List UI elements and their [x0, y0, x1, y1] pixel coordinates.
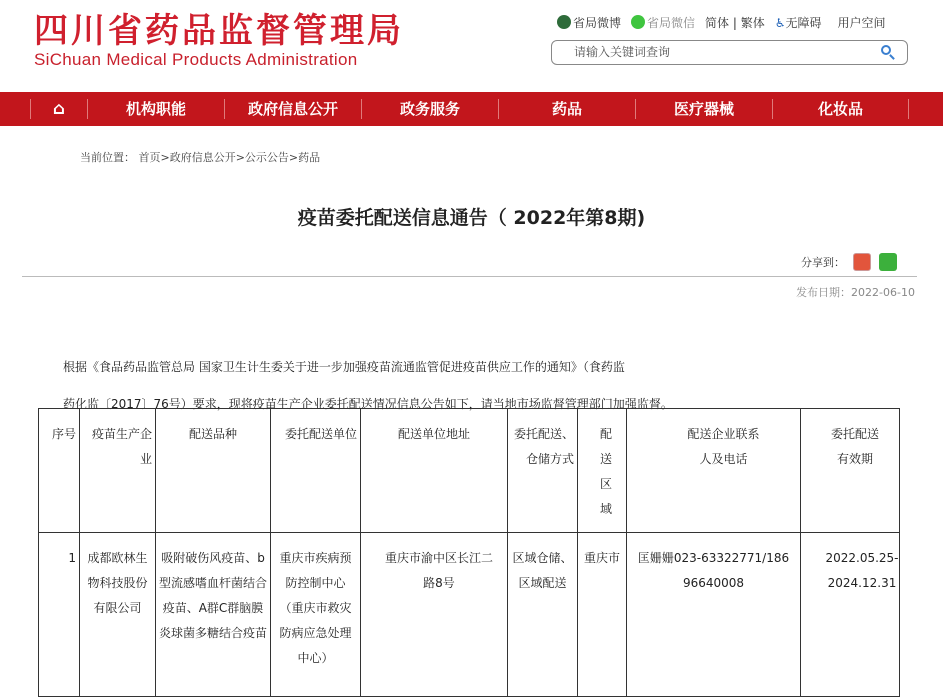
divider	[22, 276, 917, 277]
table-header-row	[39, 409, 900, 533]
accessibility-link[interactable]: ♿无障碍	[774, 16, 822, 30]
cell-validity: 2022.05.25-2024.12.31	[801, 533, 900, 697]
publish-date: 发布日期：2022-06-10	[796, 286, 915, 299]
cell-address: 重庆市渝中区长江二路8号	[361, 533, 508, 697]
nav-home[interactable]	[30, 99, 87, 119]
nav-item-drugs[interactable]: 药品	[498, 99, 635, 119]
nav-item-institution[interactable]: 机构职能	[87, 99, 224, 119]
header-cell: 配送区域	[578, 409, 627, 533]
weibo-link[interactable]: 省局微博	[557, 14, 621, 31]
cell-index: 1	[39, 533, 80, 697]
main-nav	[0, 92, 943, 126]
header-cell: 委托配送有效期	[801, 409, 900, 533]
header-cell: 委托配送单位	[271, 409, 361, 533]
weibo-share-icon[interactable]	[853, 253, 871, 271]
user-space-link[interactable]: 用户空间	[837, 16, 886, 30]
header-cell: 配送企业联系人及电话	[627, 409, 801, 533]
wechat-share-icon[interactable]	[879, 253, 897, 271]
nav-item-devices[interactable]: 医疗器械	[635, 99, 772, 119]
intro-paragraph-2: 药化监〔2017〕76号）要求，现将疫苗生产企业委托配送情况信息公告如下，请当地市场监督管理部门加强监督。	[63, 397, 673, 411]
intro-paragraph-1: 根据《食品药品监管总局 国家卫生计生委关于进一步加强疫苗流通监管促进疫苗供应工作的通知》（食药监	[63, 360, 625, 374]
home-icon: ⌂	[52, 99, 66, 119]
search-input[interactable]	[574, 45, 874, 59]
page-title: 疫苗委托配送信息通告（ 2022年第8期)	[297, 207, 646, 229]
language-toggle[interactable]: 简体 | 繁体	[705, 16, 765, 30]
cell-distributor: 重庆市疾病预防控制中心（重庆市救灾防病应急处理中心）	[271, 533, 361, 697]
wechat-icon	[631, 15, 645, 29]
header-cell: 配送品种	[156, 409, 271, 533]
wheelchair-icon: ♿	[774, 16, 786, 30]
cell-method: 区域仓储、区域配送	[508, 533, 578, 697]
nav-item-gov-info[interactable]: 政府信息公开	[224, 99, 361, 119]
site-logo[interactable]	[34, 12, 404, 70]
logo-chinese: 四川省药品监督管理局	[34, 11, 404, 51]
share-label: 分享到：	[801, 256, 845, 269]
wechat-link[interactable]: 省局微信	[631, 14, 695, 31]
header-cell: 配送单位地址	[361, 409, 508, 533]
nav-item-services[interactable]: 政务服务	[361, 99, 498, 119]
weibo-icon	[557, 15, 571, 29]
breadcrumb: 当前位置： 首页>政府信息公开>公示公告>药品	[80, 151, 321, 164]
logo-english: SiChuan Medical Products Administration	[34, 50, 358, 69]
table-row	[39, 533, 900, 697]
share-bar	[801, 253, 897, 271]
top-links	[557, 14, 886, 31]
nav-item-cosmetics[interactable]: 化妆品	[772, 99, 909, 119]
header-cell: 序号	[39, 409, 80, 533]
header-cell: 委托配送、仓储方式	[508, 409, 578, 533]
vaccine-distribution-table	[38, 408, 900, 697]
cell-region: 重庆市	[578, 533, 627, 697]
header-cell: 疫苗生产企业	[80, 409, 156, 533]
search-box	[551, 40, 908, 65]
cell-vaccines: 吸附破伤风疫苗、b型流感嗜血杆菌结合疫苗、A群C群脑膜炎球菌多糖结合疫苗	[156, 533, 271, 697]
search-icon[interactable]	[881, 45, 891, 55]
cell-manufacturer: 成都欧林生物科技股份有限公司	[80, 533, 156, 697]
cell-contact: 匡姗姗023-63322771/18696640008	[627, 533, 801, 697]
